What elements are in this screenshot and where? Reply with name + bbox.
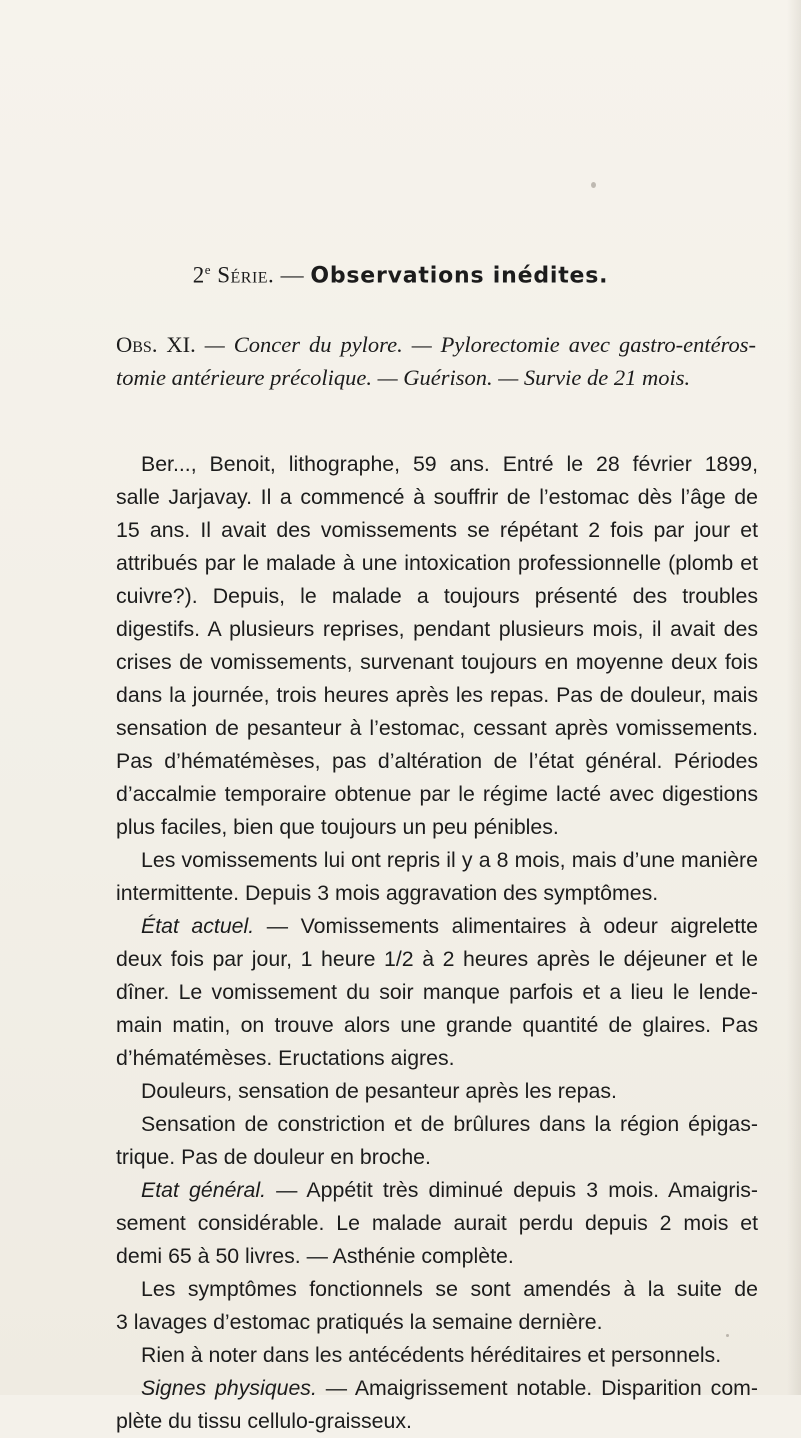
- observation-label: Obs. XI.: [116, 332, 196, 357]
- header-dash: —: [280, 262, 305, 288]
- text-line: dans la journée, trois heures après les repas. Pas de douleur, mais: [116, 683, 758, 707]
- text-line: sement considérable. Le malade aurait perdu depuis 2 mois et: [116, 1211, 758, 1235]
- page-edge-shadow: [787, 0, 801, 1395]
- text-line: [116, 1372, 758, 1405]
- etat-actuel-label: État actuel.: [141, 914, 255, 938]
- text-line: main matin, on trouve alors une grande quantité de glaires. Pas: [116, 1013, 758, 1037]
- section-header: [0, 262, 801, 289]
- text-line: plète du tissu cellulo-graisseux.: [116, 1409, 412, 1433]
- observation-body: [116, 448, 758, 1438]
- text-line: dîner. Le vomissement du soir manque parfois et a lieu le lende-: [116, 980, 758, 1004]
- text-line: cuivre?). Depuis, le malade a toujours présenté des troubles: [116, 584, 758, 608]
- series-word: Série.: [217, 262, 275, 288]
- observation-title: [116, 328, 756, 394]
- text-line: Ber..., Benoit, lithographe, 59 ans. Entré le 28 février 1899,: [141, 452, 758, 476]
- text-line: attribués par le malade à une intoxication professionnelle (plomb et: [116, 551, 758, 575]
- text-line: Rien à noter dans les antécédents héréditaires et personnels.: [141, 1343, 722, 1367]
- etat-general-label: Etat général.: [141, 1178, 266, 1202]
- signes-physiques-text: — Amaigrissement notable. Disparition com-: [316, 1376, 758, 1400]
- text-line: Douleurs, sensation de pesanteur après les repas.: [141, 1079, 617, 1103]
- text-line: digestifs. A plusieurs reprises, pendant plusieurs mois, il avait des: [116, 617, 758, 641]
- etat-general-text: — Appétit très diminué depuis 3 mois. Amaigris-: [266, 1178, 758, 1202]
- text-line: [116, 1174, 758, 1207]
- text-line: salle Jarjavay. Il a commencé à souffrir de l’estomac dès l’âge de: [116, 485, 758, 509]
- text-line: [116, 910, 758, 943]
- text-line: d’accalmie temporaire obtenue par le régime lacté avec digestions: [116, 782, 758, 806]
- text-line: sensation de pesanteur à l’estomac, cessant après vomissements.: [116, 716, 758, 740]
- text-line: plus faciles, bien que toujours un peu pénibles.: [116, 815, 559, 839]
- observation-title-line-2: tomie antérieure précolique. — Guérison. — Survie de 21 mois.: [116, 365, 691, 390]
- text-line: demi 65 à 50 livres. — Asthénie complète.: [116, 1244, 514, 1268]
- text-line: Les vomissements lui ont repris il y a 8 mois, mais d’une manière: [141, 848, 758, 872]
- observation-title-line-1: — Concer du pylore. — Pylorectomie avec gastro-entéros-: [204, 332, 757, 357]
- text-line: Sensation de constriction et de brûlures dans la région épigas-: [141, 1112, 758, 1136]
- text-line: deux fois par jour, 1 heure 1/2 à 2 heures après le déjeuner et le: [116, 947, 758, 971]
- series-number: 2: [192, 262, 205, 288]
- text-line: d’hématémèses. Eructations aigres.: [116, 1046, 455, 1070]
- signes-physiques-label: Signes physiques.: [141, 1376, 317, 1400]
- paper-speck: [591, 182, 596, 188]
- text-line: trique. Pas de douleur en broche.: [116, 1145, 431, 1169]
- text-line: 15 ans. Il avait des vomissements se répétant 2 fois par jour et: [116, 518, 758, 542]
- text-line: crises de vomissements, survenant toujours en moyenne deux fois: [116, 650, 758, 674]
- text-line: Les symptômes fonctionnels se sont amendés à la suite de: [141, 1277, 758, 1301]
- series-superscript: e: [204, 262, 211, 277]
- etat-actuel-text: — Vomissements alimentaires à odeur aigrelette: [254, 914, 758, 938]
- text-line: 3 lavages d’estomac pratiqués la semaine dernière.: [116, 1310, 603, 1334]
- text-line: intermittente. Depuis 3 mois aggravation des symptômes.: [116, 881, 659, 905]
- section-title: Observations inédites.: [310, 263, 609, 289]
- text-line: Pas d’hématémèses, pas d’altération de l’état général. Périodes: [116, 749, 758, 773]
